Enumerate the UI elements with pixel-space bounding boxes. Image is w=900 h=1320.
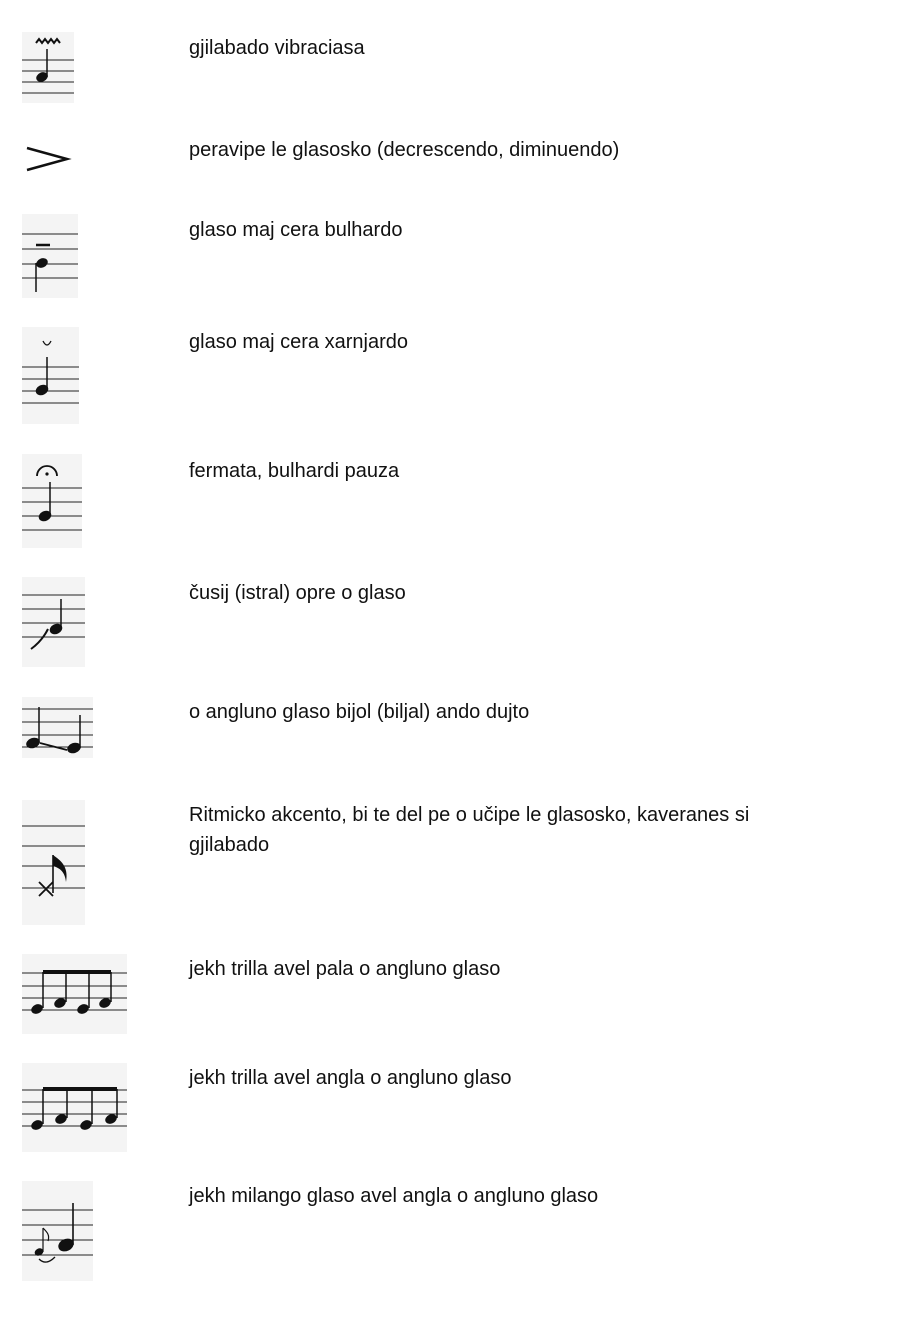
- glissando-notes-icon: [22, 697, 93, 758]
- decrescendo-icon: [22, 145, 74, 173]
- legend-label: glaso maj cera xarnjardo: [189, 331, 408, 353]
- short-accent-note-icon: [22, 327, 79, 424]
- legend-label: gjilabado vibraciasa: [189, 37, 365, 59]
- grace-note-icon: [22, 1181, 93, 1281]
- scoop-note-icon: [22, 577, 85, 667]
- legend-label: Ritmicko akcento, bi te del pe o učipe le glasosko, kaveranes si gjilabado: [189, 804, 750, 856]
- legend-label: jekh milango glaso avel angla o angluno glaso: [189, 1185, 599, 1207]
- legend-label: peravipe le glasosko (decrescendo, diminuendo): [189, 139, 620, 161]
- rhythmic-accent-note-icon: [22, 800, 85, 925]
- legend-label: o angluno glaso bijol (biljal) ando dujto: [189, 701, 530, 723]
- legend-label: jekh trilla avel pala o angluno glaso: [189, 958, 501, 980]
- trill-up-notes-icon: [22, 1063, 127, 1152]
- fermata-note-icon: [22, 454, 82, 548]
- legend-label: čusij (istral) opre o glaso: [189, 582, 406, 604]
- trill-down-notes-icon: [22, 954, 127, 1034]
- legend-label: glaso maj cera bulhardo: [189, 219, 403, 241]
- legend-label: jekh trilla avel angla o angluno glaso: [189, 1067, 512, 1089]
- vibrato-note-icon: [22, 32, 74, 103]
- legend-label: fermata, bulhardi pauza: [189, 460, 400, 482]
- tenuto-note-icon: [22, 214, 78, 298]
